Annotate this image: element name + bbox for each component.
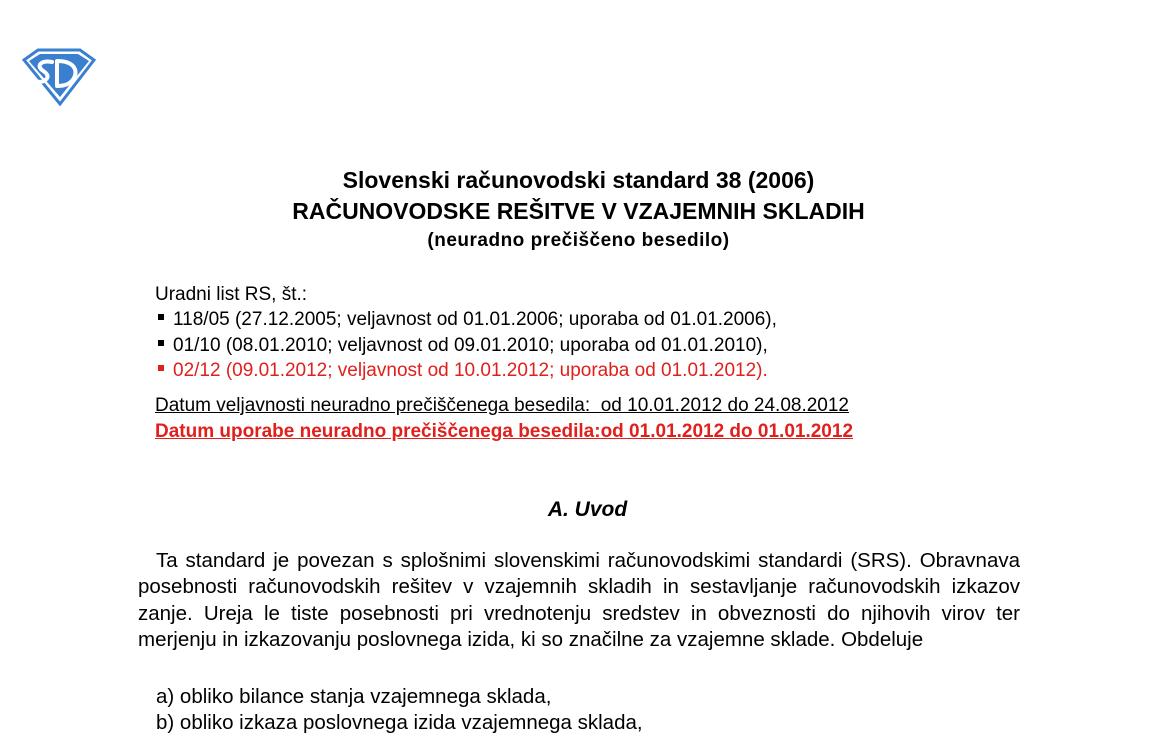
bullet-icon: [158, 340, 164, 346]
document-subtitle: RAČUNOVODSKE REŠITVE V VZAJEMNIH SKLADIH: [292, 198, 865, 224]
list-item: b) obliko izkaza poslovnega izida vzajemnega sklada,: [156, 711, 643, 734]
bullet-icon: [158, 314, 164, 320]
gazette-item-highlighted: [158, 360, 768, 382]
gazette-item-text: 01/10 (08.01.2010; veljavnost od 09.01.2010; uporaba od 01.01.2010),: [173, 335, 768, 356]
section-heading: A. Uvod: [547, 498, 628, 521]
document-note: (neuradno prečiščeno besedilo): [427, 230, 730, 251]
document-title: Slovenski računovodski standard 38 (2006): [342, 167, 815, 193]
validity-date: Datum veljavnosti neuradno prečiščenega besedila: od 10.01.2012 do 24.08.2012: [155, 395, 850, 416]
gazette-label: Uradni list RS, št.:: [155, 284, 308, 305]
bullet-icon: [158, 365, 164, 371]
sd-shield-logo-icon: [22, 48, 96, 106]
usage-date: Datum uporabe neuradno prečiščenega besedila:od 01.01.2012 do 01.01.2012: [155, 421, 854, 442]
gazette-item: [158, 335, 768, 357]
gazette-item-text: 02/12 (09.01.2012; veljavnost od 10.01.2012; uporaba od 01.01.2012).: [173, 360, 768, 381]
gazette-item: [158, 309, 777, 331]
gazette-item-text: 118/05 (27.12.2005; veljavnost od 01.01.2006; uporaba od 01.01.2006),: [173, 309, 777, 330]
intro-paragraph: Ta standard je povezan s splošnimi slovenskimi računovodskimi standardi (SRS). Obravnava posebnosti računovodskih rešitev v vzajemnih skladih in sestavljanje računovodskih izkazov zanje. Ureja le tiste posebnosti pri vrednotenju sredstev in obveznosti do njihovih virov ter merjenju in izkazovanju poslovnega izida, ki so značilne za vzajemne sklade. Obdeluje: [138, 549, 1020, 651]
list-item: a) obliko bilance stanja vzajemnega sklada,: [156, 685, 552, 708]
